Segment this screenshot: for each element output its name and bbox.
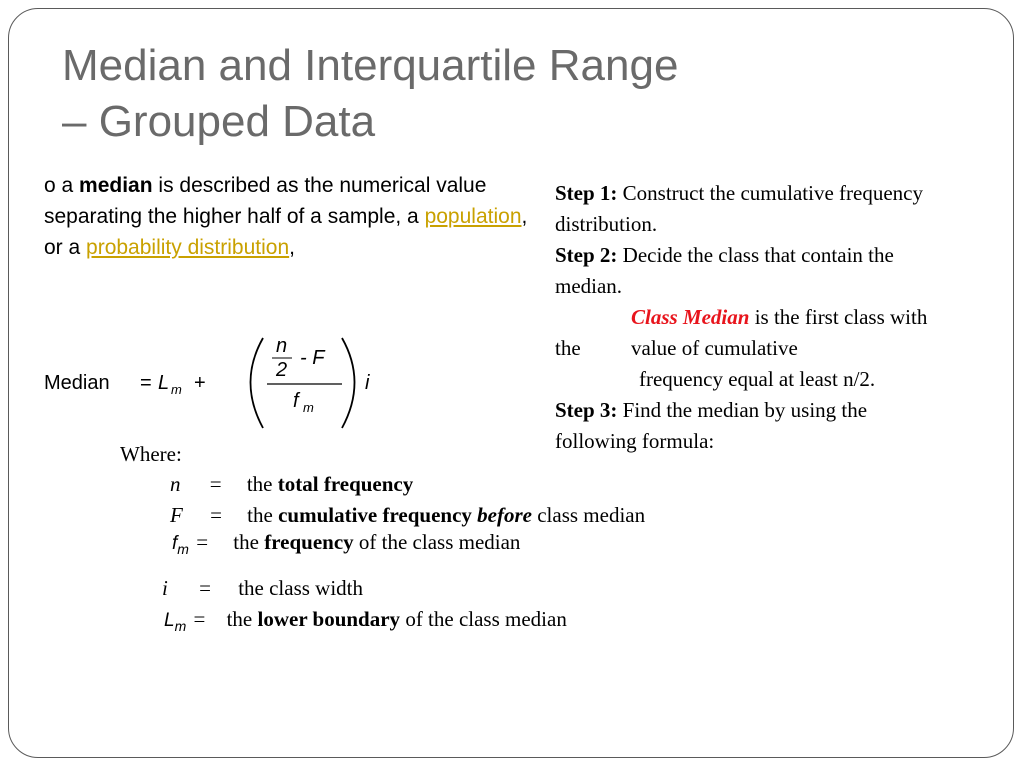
where-row-Lm [164, 607, 567, 634]
title-line-2: – Grouped Data [62, 97, 376, 146]
sym-L-sub: m [174, 618, 187, 635]
before-word: before [477, 503, 532, 527]
median-formula [40, 332, 390, 436]
eq-Lm: = [193, 607, 206, 631]
post-F: class median [531, 503, 646, 527]
formula-minus-F: - F [300, 347, 325, 369]
pre-F: the [247, 503, 279, 527]
formula-i: i [365, 372, 370, 394]
value-line [555, 333, 1015, 364]
bold-F: cumulative frequency [278, 503, 478, 527]
formula-two: 2 [276, 359, 288, 381]
post-Lm: of the class median [400, 607, 567, 631]
right-paren [342, 338, 355, 428]
step-3-cont: following formula: [555, 429, 715, 453]
pre-i: the class width [238, 576, 363, 600]
median-word: median [79, 174, 153, 197]
step-2-text: Decide the class that contain the [617, 243, 894, 267]
class-median-text: is the first class with [749, 305, 928, 329]
bold-n: total frequency [277, 472, 414, 496]
step-3-text: Find the median by using the [617, 398, 868, 422]
formula-median: Median [44, 372, 110, 394]
probability-distribution-link[interactable]: probability distribution [86, 236, 290, 259]
step-2-cont: median. [555, 274, 623, 298]
step-1-label: Step 1: [555, 181, 618, 205]
bold-Lm: lower boundary [257, 607, 401, 631]
post-fm: of the class median [353, 530, 521, 554]
the-word: the [555, 336, 581, 360]
step-3 [555, 395, 1015, 426]
pre-fm: the [233, 530, 265, 554]
formula-equals: = [140, 372, 152, 394]
where-row-i [162, 576, 363, 601]
sym-i: i [162, 576, 168, 600]
eq-n: = [209, 472, 222, 496]
where-label: Where: [120, 442, 182, 466]
slide-title [62, 38, 922, 150]
bullet-marker: o [44, 174, 56, 197]
intro-a: a [55, 174, 80, 197]
class-median-line [555, 302, 1015, 333]
step-1-text: Construct the cumulative frequency [617, 181, 923, 205]
bold-fm: frequency [264, 530, 354, 554]
sym-F: F [170, 503, 183, 527]
step-1 [555, 178, 1015, 209]
frequency-line: frequency equal at least n/2. [639, 367, 876, 391]
sym-n: n [170, 472, 181, 496]
where-row-F [170, 503, 645, 528]
formula-L-sub: m [171, 382, 182, 397]
formula-plus: + [194, 372, 206, 394]
intro-text-3: , [289, 236, 295, 259]
eq-F: = [210, 503, 222, 527]
population-link[interactable]: population [424, 205, 522, 228]
intro-text-1: is described as the numerical value separating the higher half of a sample, a [44, 174, 487, 228]
where-row-n [170, 472, 413, 497]
formula-n: n [276, 335, 288, 357]
value-text: value of cumulative [631, 336, 798, 360]
sym-f: f [172, 533, 178, 554]
title-line-1: Median and Interquartile Range [62, 41, 679, 90]
pre-Lm: the [226, 607, 258, 631]
steps-block [555, 178, 1015, 457]
step-2-label: Step 2: [555, 243, 618, 267]
step-1-cont: distribution. [555, 212, 658, 236]
formula-f-sub: m [303, 400, 314, 415]
where-row-fm [172, 530, 520, 557]
sym-f-sub: m [177, 541, 189, 558]
left-paren [251, 338, 264, 428]
eq-i: = [199, 576, 211, 600]
step-2 [555, 240, 1015, 271]
class-median-label: Class Median [631, 305, 750, 329]
sym-L: L [164, 610, 175, 631]
median-definition [44, 170, 534, 263]
intro-text-2: , or a [44, 205, 528, 259]
step-3-label: Step 3: [555, 398, 618, 422]
pre-n: the [246, 472, 278, 496]
formula-L: L [158, 372, 170, 394]
eq-fm: = [196, 530, 209, 554]
formula-f: f [293, 390, 299, 412]
